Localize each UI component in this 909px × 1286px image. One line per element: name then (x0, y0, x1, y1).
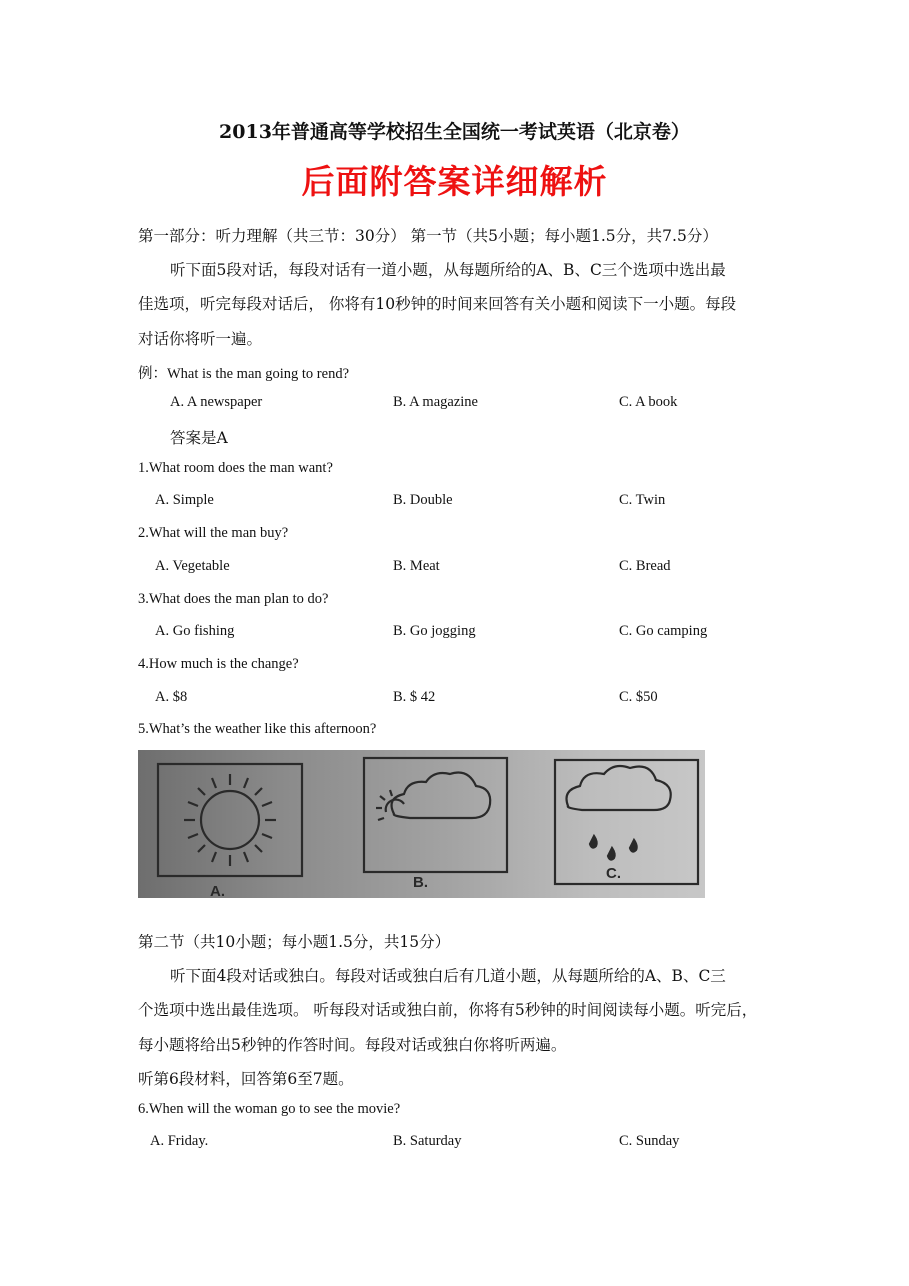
q6-option-c: C. Sunday (619, 1133, 680, 1149)
instruction-line: 对话你将听一遍。 (138, 330, 263, 348)
picture-label-c: C. (606, 865, 621, 882)
q1-option-a: A. Simple (155, 492, 214, 508)
exam-title: 2013年普通高等学校招生全国统一考试英语（北京卷） (219, 121, 690, 143)
weather-pictures (138, 750, 705, 898)
part2-instruction-line: 个选项中选出最佳选项。 听每段对话或独白前，你将有5秒钟的时间阅读每小题。听完后， (138, 1001, 758, 1019)
question-4: 4.How much is the change? (138, 656, 299, 672)
picture-label-a: A. (210, 883, 225, 898)
instruction-line: 听下面5段对话，每段对话有一道小题，从每题所给的A、B、C三个选项中选出最 (170, 261, 726, 279)
q3-option-a: A. Go fishing (155, 623, 235, 639)
picture-label-b: B. (413, 874, 428, 891)
part2-instruction-line: 每小题将给出5秒钟的作答时间。每段对话或独白你将听两遍。 (138, 1036, 567, 1054)
q2-option-b: B. Meat (393, 558, 440, 574)
question-2: 2.What will the man buy? (138, 525, 289, 541)
q6-option-a: A. Friday. (150, 1133, 209, 1149)
part1-heading: 第一部分：听力理解（共三节：30分） 第一节（共5小题；每小题1.5分，共7.5分） (138, 227, 718, 245)
q4-option-a: A. $8 (155, 689, 188, 705)
question-5: 5.What’s the weather like this afternoon? (138, 721, 377, 737)
q6-option-b: B. Saturday (393, 1133, 462, 1149)
answer-note-subtitle: 后面附答案详细解析 (301, 162, 608, 201)
q1-option-b: B. Double (393, 492, 453, 508)
partly-cloudy-icon (376, 773, 490, 821)
q2-option-c: C. Bread (619, 558, 671, 574)
part2-heading: 第二节（共10小题；每小题1.5分，共15分） (138, 933, 451, 951)
material-instruction: 听第6段材料，回答第6至7题。 (138, 1070, 354, 1088)
question-6: 6.When will the woman go to see the movie? (138, 1101, 401, 1117)
q3-option-b: B. Go jogging (393, 623, 476, 639)
q3-option-c: C. Go camping (619, 623, 708, 639)
picture-c-frame (555, 760, 698, 884)
q4-option-b: B. $ 42 (393, 689, 436, 705)
question-3: 3.What does the man plan to do? (138, 591, 329, 607)
example-option-a: A. A newspaper (170, 394, 263, 410)
q2-option-a: A. Vegetable (155, 558, 230, 574)
q4-option-c: C. $50 (619, 689, 658, 705)
example-answer: 答案是A (170, 429, 228, 447)
example-option-b: B. A magazine (393, 394, 478, 410)
weather-pictures-svg (138, 750, 705, 898)
part2-instruction-line: 听下面4段对话或独白。每段对话或独白后有几道小题，从每题所给的A、B、C三 (170, 967, 726, 985)
example-question: 例：What is the man going to rend? (138, 366, 350, 382)
q1-option-c: C. Twin (619, 492, 666, 508)
example-option-c: C. A book (619, 394, 678, 410)
rain-icon (567, 766, 671, 860)
sun-icon (184, 774, 276, 866)
instruction-line: 佳选项，听完每段对话后， 你将有10秒钟的时间来回答有关小题和阅读下一小题。每段 (138, 295, 737, 313)
question-1: 1.What room does the man want? (138, 460, 333, 476)
